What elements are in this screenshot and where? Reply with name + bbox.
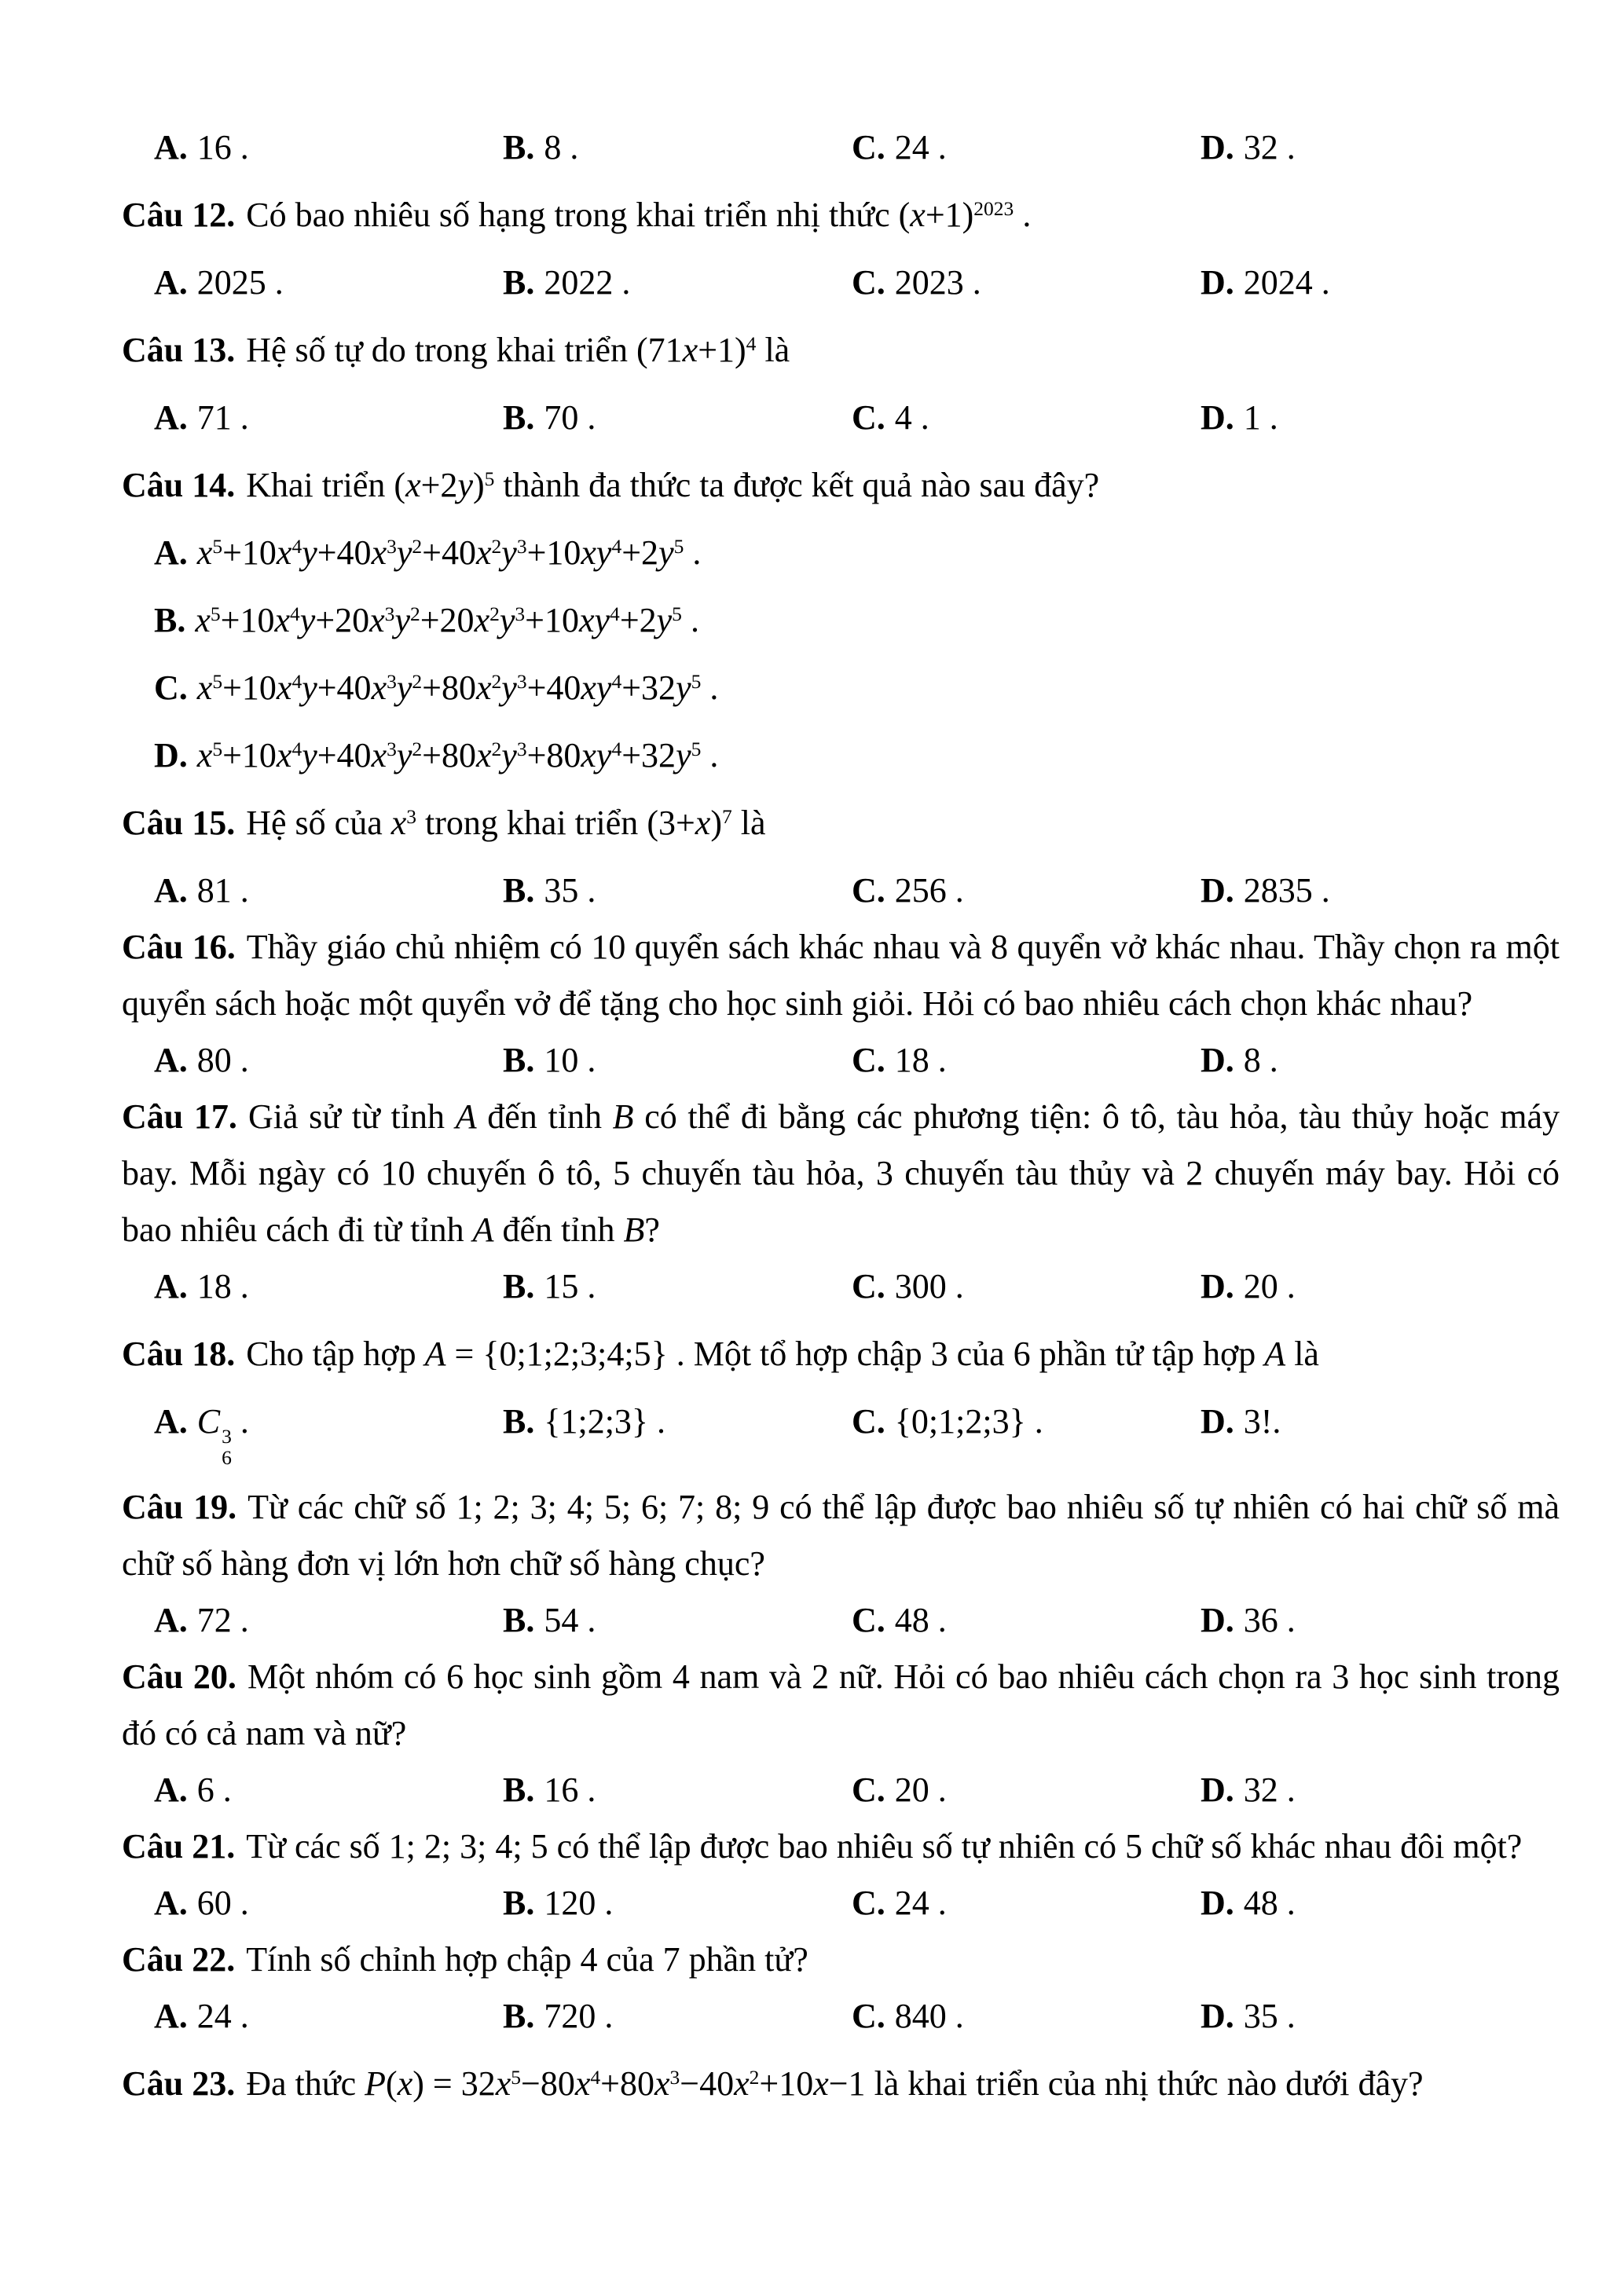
question-list	[122, 119, 1560, 2112]
option-label: C.	[852, 1601, 885, 1640]
question-text: Đa thức $P(x) = 32x^5-80x^4+80x^3-40x^2+10x-1$ là khai triển của nhị thức nào dưới đây?	[246, 2064, 1424, 2104]
option-d	[1201, 1875, 1560, 1932]
math-expression: $(x+1)^{2023}$	[898, 196, 1014, 234]
option-label: A.	[154, 871, 188, 910]
math-expression: $x^5+10x^4y+40x^3y^2+80x^2y^3+80xy^4+32y^5$	[196, 736, 702, 774]
option-label: A.	[154, 1771, 188, 1810]
question-label: Câu 21.	[122, 1827, 236, 1866]
option-value: 32 .	[1243, 1771, 1296, 1810]
option-value: 300 .	[894, 1267, 964, 1305]
options-row	[122, 1762, 1560, 1818]
question-text: Từ các chữ số 1; 2; 3; 4; 5; 6; 7; 8; 9 có thể lập được bao nhiêu số tự nhiên có hai chữ số mà chữ số hàng đơn vị lớn hơn chữ số hàng chục?	[122, 1488, 1560, 1584]
option-label: D.	[154, 736, 188, 774]
options-row	[122, 862, 1560, 919]
options-row	[122, 1875, 1560, 1932]
option-line	[122, 660, 1560, 716]
option-label: B.	[503, 871, 535, 910]
question-text: Hệ số của $x^3$ trong khai triển $(3+x)^7$ là	[246, 804, 766, 842]
option-value: $x^5+10x^4y+20x^3y^2+20x^2y^3+10xy^4+2y^5$ .	[195, 601, 699, 639]
option-label: B.	[503, 1771, 535, 1810]
option-line	[122, 727, 1560, 784]
option-label: D.	[1201, 871, 1234, 910]
question	[122, 1479, 1560, 1592]
math-expression: B	[612, 1097, 634, 1136]
options-row	[122, 1592, 1560, 1649]
option-label: B.	[154, 601, 186, 639]
option-label: B.	[503, 128, 535, 167]
option-b	[503, 862, 852, 919]
question-text: Tính số chỉnh hợp chập 4 của 7 phần tử?	[246, 1940, 808, 1979]
option-value: 18 .	[894, 1041, 947, 1079]
option-value: 10 .	[544, 1041, 596, 1079]
options-row	[122, 1393, 1560, 1468]
option-c	[852, 1258, 1201, 1315]
option-value: 24 .	[196, 1997, 249, 2036]
option-value: 120 .	[544, 1884, 614, 1923]
math-expression: {1;2;3}	[544, 1402, 649, 1441]
math-expression: {0;1;2;3}	[894, 1402, 1026, 1441]
option-label: A.	[154, 533, 188, 572]
option-label: C.	[852, 1041, 885, 1079]
option-label: D.	[1201, 1041, 1234, 1079]
option-label: C.	[852, 1884, 885, 1923]
question-label: Câu 12.	[122, 196, 236, 234]
option-value: 36 .	[1243, 1601, 1296, 1640]
option-label: D.	[1201, 128, 1234, 167]
question	[122, 1818, 1560, 1875]
option-label: A.	[154, 1041, 188, 1079]
option-b	[503, 1988, 852, 2045]
option-d	[1201, 1393, 1560, 1468]
math-expression: A	[1264, 1335, 1286, 1373]
options-row	[122, 119, 1560, 176]
question	[122, 795, 1560, 851]
option-value: 80 .	[196, 1041, 249, 1079]
option-label: A.	[154, 128, 188, 167]
option-value: 72 .	[196, 1601, 249, 1640]
option-a	[154, 1762, 503, 1818]
options-row	[122, 390, 1560, 446]
option-label: B.	[503, 1041, 535, 1079]
question-label: Câu 22.	[122, 1940, 236, 1979]
option-label: D.	[1201, 1402, 1234, 1441]
option-value: {0;1;2;3} .	[894, 1402, 1043, 1441]
question	[122, 919, 1560, 1032]
option-label: B.	[503, 1601, 535, 1640]
option-value: 8 .	[544, 128, 579, 167]
option-a	[154, 1875, 503, 1932]
option-value: 20 .	[1243, 1267, 1296, 1305]
option-c	[852, 119, 1201, 176]
option-label: A.	[154, 1402, 188, 1441]
option-label: D.	[1201, 1997, 1234, 2036]
question-label: Câu 19.	[122, 1488, 237, 1527]
math-expression: $(71x+1)^4$	[636, 331, 757, 369]
option-b	[503, 1258, 852, 1315]
question-label: Câu 17.	[122, 1097, 237, 1136]
question	[122, 457, 1560, 514]
question-text: Khai triển $(x+2y)^5$ thành đa thức ta được kết quả nào sau đây?	[246, 466, 1100, 504]
option-value: 32 .	[1243, 128, 1296, 167]
math-expression: $x^3$	[390, 804, 417, 842]
option-d	[1201, 1988, 1560, 2045]
option-b	[503, 255, 852, 311]
option-label: B.	[503, 263, 535, 302]
sub-sup-stack: 3 6	[222, 1424, 232, 1469]
option-value: 6 .	[196, 1771, 232, 1810]
option-d	[1201, 1258, 1560, 1315]
option-value: 16 .	[196, 128, 249, 167]
option-value: 48 .	[1243, 1884, 1296, 1923]
options-row	[122, 1988, 1560, 2045]
option-b	[503, 1393, 852, 1468]
question-label: Câu 20.	[122, 1657, 236, 1697]
option-label: D.	[1201, 398, 1234, 437]
question-label: Câu 16.	[122, 928, 236, 966]
option-value: 2025 .	[196, 263, 284, 302]
question-text: Giả sử từ tỉnh A đến tỉnh B có thể đi bằng các phương tiện: ô tô, tàu hỏa, tàu thủy hoặc máy bay. Mỗi ngày có 10 chuyến ô tô, 5 chuyến tàu hỏa, 3 chuyến tàu thủy và 2 chuyến máy bay. Hỏi có bao nhiêu cách đi từ tỉnh A đến tỉnh B?	[122, 1097, 1560, 1249]
option-b	[503, 390, 852, 446]
option-label: C.	[154, 668, 188, 707]
option-c	[852, 1875, 1201, 1932]
option-b	[503, 119, 852, 176]
math-expression: A	[472, 1210, 494, 1249]
option-a	[154, 1032, 503, 1089]
option-line	[122, 592, 1560, 649]
option-value: 70 .	[544, 398, 596, 437]
option-b	[503, 1032, 852, 1089]
option-label: A.	[154, 1884, 188, 1923]
math-expression: $(3+x)^7$	[647, 804, 732, 842]
option-value: 1 .	[1243, 398, 1278, 437]
math-expression: $x^5+10x^4y+40x^3y^2+80x^2y^3+40xy^4+32y^5$	[196, 668, 702, 707]
option-label: C.	[852, 398, 885, 437]
option-c	[852, 1592, 1201, 1649]
option-value: C 3 6 .	[196, 1402, 249, 1469]
option-value: 81 .	[196, 871, 249, 910]
question-text: Thầy giáo chủ nhiệm có 10 quyển sách khác nhau và 8 quyển vở khác nhau. Thầy chọn ra một quyển sách hoặc một quyển vở để tặng cho học sinh giỏi. Hỏi có bao nhiêu cách chọn khác nhau?	[122, 928, 1560, 1023]
question-label: Câu 18.	[122, 1335, 236, 1373]
option-label: D.	[1201, 1601, 1234, 1640]
math-expression: $(x+2y)^5$	[394, 466, 495, 504]
option-value: 35 .	[544, 871, 596, 910]
math-expression: A = {0;1;2;3;4;5}	[424, 1335, 668, 1373]
option-a	[154, 390, 503, 446]
option-value: 2022 .	[544, 263, 631, 302]
option-c	[852, 1032, 1201, 1089]
math-expression: $x^5+10x^4y+20x^3y^2+20x^2y^3+10xy^4+2y^5$	[195, 601, 682, 639]
option-value: 48 .	[894, 1601, 947, 1640]
option-value: $x^5+10x^4y+40x^3y^2+40x^2y^3+10xy^4+2y^5$ .	[196, 533, 702, 572]
option-a	[154, 1988, 503, 2045]
option-value: 35 .	[1243, 1997, 1296, 2036]
option-label: A.	[154, 398, 188, 437]
option-label: D.	[1201, 1267, 1234, 1305]
option-d	[1201, 255, 1560, 311]
option-label: B.	[503, 1884, 535, 1923]
option-a	[154, 255, 503, 311]
option-value: 2835 .	[1243, 871, 1330, 910]
question-label: Câu 23.	[122, 2064, 236, 2104]
option-d	[1201, 1762, 1560, 1818]
option-b	[503, 1762, 852, 1818]
question	[122, 2056, 1560, 2112]
option-value: 54 .	[544, 1601, 596, 1640]
option-label: C.	[852, 128, 885, 167]
option-value: 3!.	[1243, 1402, 1281, 1441]
option-value: $x^5+10x^4y+40x^3y^2+80x^2y^3+40xy^4+32y^5$ .	[196, 668, 719, 707]
question-text: Một nhóm có 6 học sinh gồm 4 nam và 2 nữ. Hỏi có bao nhiêu cách chọn ra 3 học sinh trong đó có cả nam và nữ?	[122, 1657, 1560, 1753]
option-b	[503, 1875, 852, 1932]
option-a	[154, 119, 503, 176]
option-d	[1201, 119, 1560, 176]
option-value: 2024 .	[1243, 263, 1330, 302]
question-label: Câu 14.	[122, 466, 236, 504]
options-row	[122, 255, 1560, 311]
option-value: 20 .	[894, 1771, 947, 1810]
option-label: B.	[503, 398, 535, 437]
option-line	[122, 525, 1560, 581]
option-label: C.	[852, 1771, 885, 1810]
question	[122, 1089, 1560, 1258]
options-row	[122, 1258, 1560, 1315]
option-a	[154, 1258, 503, 1315]
option-c	[852, 862, 1201, 919]
question-label: Câu 13.	[122, 331, 236, 369]
option-label: B.	[503, 1997, 535, 2036]
option-c	[852, 1988, 1201, 2045]
option-d	[1201, 1592, 1560, 1649]
option-value: 15 .	[544, 1267, 596, 1305]
option-value: 840 .	[894, 1997, 964, 2036]
question-label: Câu 15.	[122, 804, 236, 842]
option-label: A.	[154, 1601, 188, 1640]
option-label: C.	[852, 871, 885, 910]
option-value: 24 .	[894, 1884, 947, 1923]
option-label: A.	[154, 1267, 188, 1305]
options-row	[122, 1032, 1560, 1089]
option-value: 720 .	[544, 1997, 614, 2036]
option-c	[852, 1393, 1201, 1468]
question	[122, 1326, 1560, 1382]
option-label: A.	[154, 1997, 188, 2036]
option-value: 60 .	[196, 1884, 249, 1923]
option-value: 24 .	[894, 128, 947, 167]
question	[122, 1649, 1560, 1762]
option-d	[1201, 390, 1560, 446]
option-a	[154, 1592, 503, 1649]
option-label: C.	[852, 1402, 885, 1441]
math-expression: $P(x) = 32x^5-80x^4+80x^3-40x^2+10x-1$	[365, 2064, 866, 2104]
option-d	[1201, 862, 1560, 919]
option-label: C.	[852, 263, 885, 302]
option-label: D.	[1201, 1771, 1234, 1810]
option-b	[503, 1592, 852, 1649]
option-value: 2023 .	[894, 263, 981, 302]
question-text: Từ các số 1; 2; 3; 4; 5 có thể lập được bao nhiêu số tự nhiên có 5 chữ số khác nhau đôi một?	[246, 1827, 1523, 1866]
math-expression: B	[623, 1210, 645, 1249]
option-a	[154, 1393, 503, 1468]
math-expression: C 3 6	[196, 1402, 232, 1469]
option-value: 4 .	[894, 398, 929, 437]
option-c	[852, 1762, 1201, 1818]
option-value: $x^5+10x^4y+40x^3y^2+80x^2y^3+80xy^4+32y^5$ .	[196, 736, 719, 774]
question-text: Hệ số tự do trong khai triển $(71x+1)^4$ là	[246, 331, 790, 369]
option-value: 256 .	[894, 871, 964, 910]
option-c	[852, 390, 1201, 446]
math-expression: A	[455, 1097, 477, 1136]
option-value: 16 .	[544, 1771, 596, 1810]
option-d	[1201, 1032, 1560, 1089]
question-text: Cho tập hợp A = {0;1;2;3;4;5} . Một tổ hợp chập 3 của 6 phần tử tập hợp A là	[246, 1335, 1319, 1373]
question	[122, 1932, 1560, 1988]
option-label: B.	[503, 1267, 535, 1305]
question-text: Có bao nhiêu số hạng trong khai triển nhị thức $(x+1)^{2023}$ .	[246, 196, 1032, 234]
option-value: {1;2;3} .	[544, 1402, 666, 1441]
option-value: 18 .	[196, 1267, 249, 1305]
option-label: D.	[1201, 1884, 1234, 1923]
option-label: C.	[852, 1997, 885, 2036]
math-expression: $x^5+10x^4y+40x^3y^2+40x^2y^3+10xy^4+2y^5$	[196, 533, 684, 572]
option-value: 8 .	[1243, 1041, 1278, 1079]
option-c	[852, 255, 1201, 311]
option-value: 71 .	[196, 398, 249, 437]
option-label: C.	[852, 1267, 885, 1305]
question	[122, 187, 1560, 244]
option-a	[154, 862, 503, 919]
question	[122, 322, 1560, 379]
option-label: D.	[1201, 263, 1234, 302]
option-label: A.	[154, 263, 188, 302]
option-label: B.	[503, 1402, 535, 1441]
